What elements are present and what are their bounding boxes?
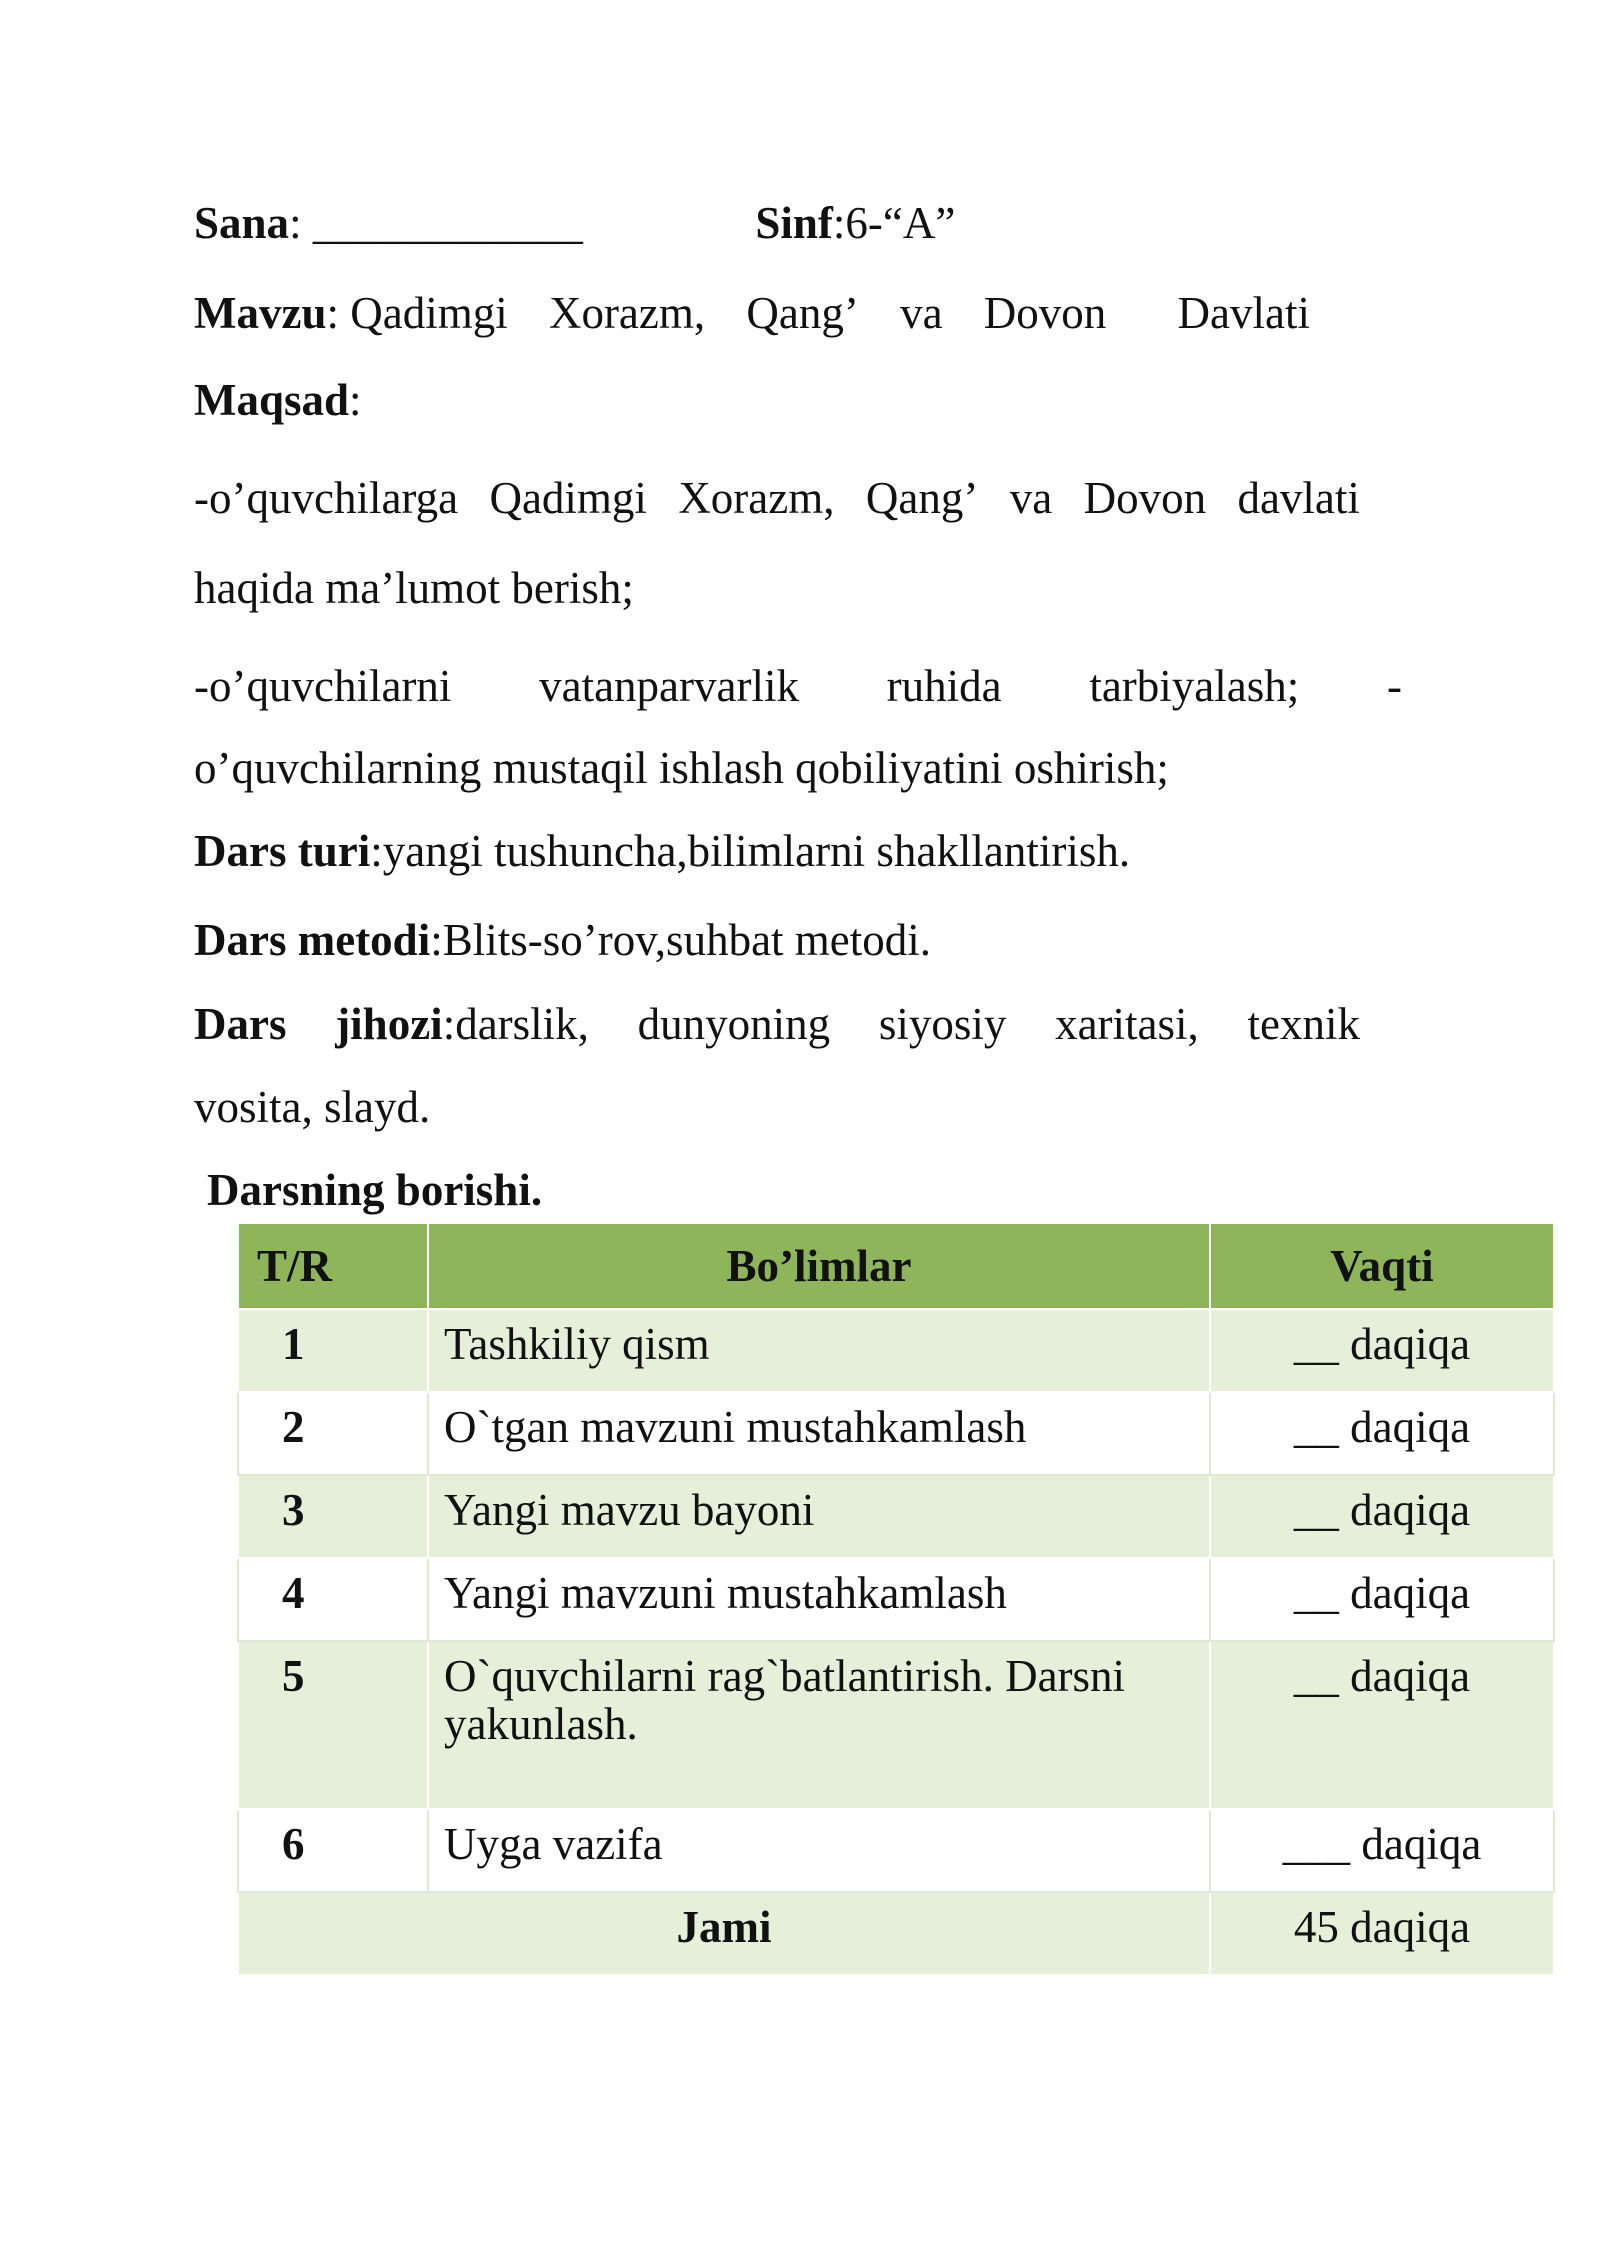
maqsad-word: Qang’ (865, 473, 979, 523)
row-section: Tashkiliy qism (428, 1309, 1210, 1392)
lesson-plan-table (237, 1222, 1555, 1976)
mavzu-word: Dovon (983, 288, 1107, 338)
jihozi-word: siyosiy (878, 999, 1007, 1049)
date-class-line (194, 195, 955, 251)
total-value: 45 daqiqa (1210, 1892, 1554, 1975)
maqsad-line-1 (194, 470, 1360, 526)
mavzu-word: Qang’ (746, 288, 859, 338)
maqsad-word: -o’quvchilarni (194, 661, 452, 711)
maqsad-word: Xorazm, (678, 473, 835, 523)
row-number: 1 (238, 1309, 428, 1392)
row-time: __ daqiqa (1210, 1392, 1554, 1475)
row-section: Yangi mavzuni mustahkamlash (428, 1558, 1210, 1641)
maqsad-line-4: o’quvchilarning mustaqil ishlash qobiliyatini oshirish; (194, 743, 1169, 793)
maqsad-line-2: haqida ma’lumot berish; (194, 563, 634, 613)
mavzu-line (194, 285, 1310, 341)
section-title: Darsning borishi. (207, 1165, 543, 1215)
maqsad-word: Dovon (1083, 473, 1207, 523)
maqsad-line-3 (194, 658, 1402, 714)
row-number: 3 (238, 1475, 428, 1558)
sinf-value: :6-“A” (832, 198, 956, 248)
column-header-time: Vaqti (1210, 1223, 1554, 1309)
column-header-tr: T/R (238, 1223, 428, 1309)
dars-metodi-line (194, 912, 931, 968)
maqsad-word: vatanparvarlik (539, 661, 799, 711)
sana-label: Sana (194, 198, 290, 248)
row-time: __ daqiqa (1210, 1641, 1554, 1809)
row-time: __ daqiqa (1210, 1558, 1554, 1641)
maqsad-word: ruhida (886, 661, 1002, 711)
column-header-sections: Bo’limlar (428, 1223, 1210, 1309)
table-row (238, 1309, 1554, 1392)
table-total-row (238, 1892, 1554, 1975)
jihozi-word: :darslik, (442, 999, 589, 1049)
mavzu-word: Xorazm, (548, 288, 706, 338)
total-label: Jami (238, 1892, 1210, 1975)
row-number: 4 (238, 1558, 428, 1641)
row-section: Yangi mavzu bayoni (428, 1475, 1210, 1558)
dars-jihozi-line-1 (194, 996, 1360, 1052)
maqsad-label: Maqsad (194, 375, 350, 425)
dars-turi-line (194, 823, 1130, 879)
jihozi-word: dunyoning (637, 999, 831, 1049)
row-time: __ daqiqa (1210, 1475, 1554, 1558)
dars-jihozi-label: jihozi (335, 999, 443, 1049)
table-row (238, 1558, 1554, 1641)
maqsad-word: davlati (1237, 473, 1360, 523)
dars-metodi-label: Dars metodi (194, 915, 431, 965)
mavzu-word: : Qadimgi (326, 288, 508, 338)
dars-jihozi-label: Dars (194, 999, 287, 1049)
table-row (238, 1641, 1554, 1809)
row-time: __ daqiqa (1210, 1309, 1554, 1392)
jihozi-word: xaritasi, (1055, 999, 1199, 1049)
table-row (238, 1475, 1554, 1558)
maqsad-word: tarbiyalash; (1089, 661, 1300, 711)
maqsad-word: va (1009, 473, 1053, 523)
sinf-label: Sinf (755, 198, 833, 248)
dars-metodi-value: :Blits-so’rov,suhbat metodi. (430, 915, 932, 965)
row-number: 5 (238, 1641, 428, 1809)
mavzu-label: Mavzu (194, 288, 327, 338)
row-number: 2 (238, 1392, 428, 1475)
mavzu-word: va (900, 288, 943, 338)
row-number: 6 (238, 1809, 428, 1892)
row-section: O`tgan mavzuni mustahkamlash (428, 1392, 1210, 1475)
table-row (238, 1392, 1554, 1475)
row-time: ___ daqiqa (1210, 1809, 1554, 1892)
mavzu-word: Davlati (1177, 288, 1310, 338)
table-row (238, 1809, 1554, 1892)
table-header-row (238, 1223, 1554, 1309)
maqsad-word: Qadimgi (489, 473, 647, 523)
sana-value: : ____________ (289, 198, 583, 248)
jihozi-word: texnik (1247, 999, 1360, 1049)
dars-jihozi-line-2: vosita, slayd. (194, 1082, 431, 1132)
row-section: Uyga vazifa (428, 1809, 1210, 1892)
maqsad-word: - (1386, 661, 1402, 711)
row-section: O`quvchilarni rag`batlantirish. Darsni yakunlash. (428, 1641, 1210, 1809)
maqsad-word: -o’quvchilarga (194, 473, 459, 523)
dars-turi-label: Dars turi (194, 826, 371, 876)
dars-turi-value: :yangi tushuncha,bilimlarni shakllantirish. (370, 826, 1131, 876)
maqsad-colon: : (349, 375, 362, 425)
maqsad-heading (194, 372, 362, 428)
